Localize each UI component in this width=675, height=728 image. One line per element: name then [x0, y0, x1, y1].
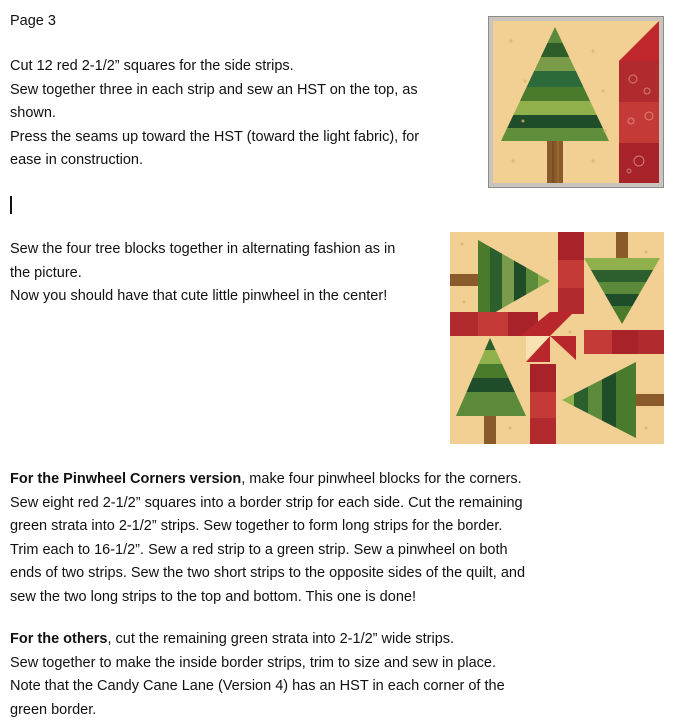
text-line: ends of two strips. Sew the two short strips to the opposite sides of the quilt, and — [10, 565, 526, 581]
text-line: the picture. — [10, 264, 82, 281]
text-line: Trim each to 16-1/2”. Sew a red strip to a green strip. Sew a pinwheel on both — [10, 541, 508, 558]
text-line — [10, 468, 525, 492]
tree-block-illustration — [493, 21, 659, 183]
text-line: Now you should have that cute little pinwheel in the center! — [10, 288, 388, 304]
text-cursor — [10, 196, 12, 214]
page-title-text: Page 3 — [10, 13, 56, 29]
text-line: green border. — [10, 701, 97, 718]
text-line: Press the seams up toward the HST (toward the light fabric), for — [10, 128, 420, 145]
instruction-paragraph-assemble — [10, 238, 395, 309]
text-line: Sew eight red 2-1/2” squares into a border strip for each side. Cut the remaining — [10, 494, 523, 511]
text-line: sew the two long strips to the top and bottom. This one is done! — [10, 588, 416, 605]
text-run: , make four pinwheel blocks for the corners. — [241, 471, 522, 487]
text-line: Sew together three in each strip and sew an HST on the top, as — [10, 81, 418, 98]
others-section — [10, 628, 505, 722]
text-line: Sew the four tree blocks together in alternating fashion as in — [10, 241, 396, 257]
text-line: green strata into 2-1/2” strips. Sew together to form long strips for the border. — [10, 518, 503, 534]
text-run: , cut the remaining green strata into 2-1/2” wide strips. — [107, 631, 455, 647]
section-heading: For the Pinwheel Corners version — [10, 471, 242, 487]
text-line: Note that the Candy Cane Lane (Version 4) has an HST in each corner of the — [10, 678, 505, 694]
text-line: ease in construction. — [10, 152, 143, 168]
text-line: Sew together to make the inside border strips, trim to size and sew in place. — [10, 654, 496, 671]
instruction-paragraph-side-strips — [10, 55, 419, 173]
text-line: shown. — [10, 105, 56, 121]
four-tree-quilt-image — [450, 232, 664, 444]
pinwheel-corners-section — [10, 468, 525, 609]
text-line: Cut 12 red 2-1/2” squares for the side strips. — [10, 58, 294, 74]
section-heading: For the others — [10, 631, 108, 647]
tree-block-image — [488, 16, 664, 188]
page-title — [10, 10, 56, 34]
text-line — [10, 628, 505, 652]
